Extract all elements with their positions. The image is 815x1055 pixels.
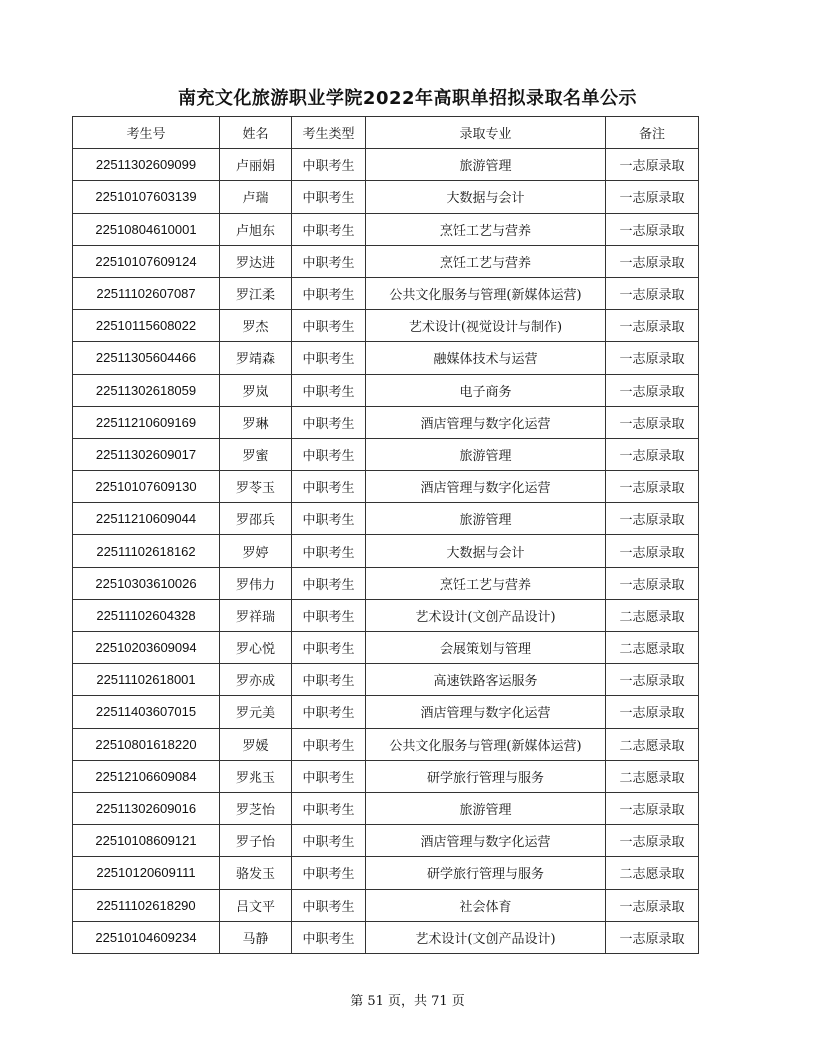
table-row [73, 438, 699, 470]
page-title: 南充文化旅游职业学院2022年高职单招拟录取名单公示 [177, 88, 638, 109]
name-cell: 罗伟力 [220, 567, 292, 599]
name-cell: 罗苓玉 [220, 471, 292, 503]
candidate-type-cell: 中职考生 [292, 825, 366, 857]
candidate-type-cell: 中职考生 [292, 181, 366, 213]
exam-number-cell: 22511210609169 [73, 406, 220, 438]
name-cell: 罗子怡 [220, 825, 292, 857]
exam-number-cell: 22512106609084 [73, 760, 220, 792]
table-row [73, 181, 699, 213]
exam-number-cell: 22511102618001 [73, 664, 220, 696]
exam-number-cell: 22510107609124 [73, 245, 220, 277]
remark-cell: 一志原录取 [606, 342, 699, 374]
name-cell: 吕文平 [220, 889, 292, 921]
name-cell: 卢旭东 [220, 213, 292, 245]
exam-number-cell: 22510107603139 [73, 181, 220, 213]
header-name: 姓名 [220, 117, 292, 149]
major-cell: 艺术设计(视觉设计与制作) [366, 310, 606, 342]
major-cell: 研学旅行管理与服务 [366, 760, 606, 792]
table-row [73, 599, 699, 631]
header-major: 录取专业 [366, 117, 606, 149]
name-cell: 罗蜜 [220, 438, 292, 470]
remark-cell: 一志原录取 [606, 149, 699, 181]
major-cell: 烹饪工艺与营养 [366, 245, 606, 277]
candidate-type-cell: 中职考生 [292, 664, 366, 696]
remark-cell: 一志原录取 [606, 696, 699, 728]
major-cell: 艺术设计(文创产品设计) [366, 599, 606, 631]
table-body [73, 149, 699, 954]
name-cell: 罗靖森 [220, 342, 292, 374]
table-row [73, 374, 699, 406]
remark-cell: 一志原录取 [606, 245, 699, 277]
candidate-type-cell: 中职考生 [292, 406, 366, 438]
table-row [73, 503, 699, 535]
candidate-type-cell: 中职考生 [292, 760, 366, 792]
table-row [73, 310, 699, 342]
major-cell: 旅游管理 [366, 438, 606, 470]
remark-cell: 一志原录取 [606, 438, 699, 470]
name-cell: 骆发玉 [220, 857, 292, 889]
major-cell: 酒店管理与数字化运营 [366, 825, 606, 857]
major-cell: 融媒体技术与运营 [366, 342, 606, 374]
exam-number-cell: 22511210609044 [73, 503, 220, 535]
name-cell: 罗达进 [220, 245, 292, 277]
table-row [73, 567, 699, 599]
major-cell: 酒店管理与数字化运营 [366, 471, 606, 503]
candidate-type-cell: 中职考生 [292, 342, 366, 374]
remark-cell: 一志原录取 [606, 567, 699, 599]
exam-number-cell: 22511102618162 [73, 535, 220, 567]
candidate-type-cell: 中职考生 [292, 921, 366, 953]
admission-table [72, 116, 699, 954]
exam-number-cell: 22511102607087 [73, 277, 220, 309]
major-cell: 大数据与会计 [366, 181, 606, 213]
candidate-type-cell: 中职考生 [292, 245, 366, 277]
major-cell: 旅游管理 [366, 503, 606, 535]
remark-cell: 一志原录取 [606, 825, 699, 857]
table-row [73, 792, 699, 824]
candidate-type-cell: 中职考生 [292, 503, 366, 535]
remark-cell: 二志愿录取 [606, 857, 699, 889]
candidate-type-cell: 中职考生 [292, 567, 366, 599]
candidate-type-cell: 中职考生 [292, 728, 366, 760]
table-row [73, 728, 699, 760]
major-cell: 大数据与会计 [366, 535, 606, 567]
remark-cell: 一志原录取 [606, 471, 699, 503]
major-cell: 社会体育 [366, 889, 606, 921]
exam-number-cell: 22511305604466 [73, 342, 220, 374]
remark-cell: 一志原录取 [606, 310, 699, 342]
remark-cell: 一志原录取 [606, 503, 699, 535]
exam-number-cell: 22510303610026 [73, 567, 220, 599]
candidate-type-cell: 中职考生 [292, 310, 366, 342]
exam-number-cell: 22510203609094 [73, 632, 220, 664]
table-row [73, 149, 699, 181]
candidate-type-cell: 中职考生 [292, 599, 366, 631]
candidate-type-cell: 中职考生 [292, 857, 366, 889]
name-cell: 罗心悦 [220, 632, 292, 664]
exam-number-cell: 22510115608022 [73, 310, 220, 342]
exam-number-cell: 22510120609111 [73, 857, 220, 889]
candidate-type-cell: 中职考生 [292, 889, 366, 921]
remark-cell: 一志原录取 [606, 374, 699, 406]
table-row [73, 213, 699, 245]
major-cell: 旅游管理 [366, 792, 606, 824]
table-row [73, 406, 699, 438]
name-cell: 卢丽娟 [220, 149, 292, 181]
name-cell: 罗岚 [220, 374, 292, 406]
exam-number-cell: 22510107609130 [73, 471, 220, 503]
table-row [73, 245, 699, 277]
table-header-row [73, 117, 699, 149]
candidate-type-cell: 中职考生 [292, 149, 366, 181]
remark-cell: 一志原录取 [606, 889, 699, 921]
table-row [73, 825, 699, 857]
major-cell: 电子商务 [366, 374, 606, 406]
name-cell: 罗杰 [220, 310, 292, 342]
candidate-type-cell: 中职考生 [292, 792, 366, 824]
remark-cell: 二志愿录取 [606, 728, 699, 760]
exam-number-cell: 22511102618290 [73, 889, 220, 921]
table-row [73, 696, 699, 728]
exam-number-cell: 22511302618059 [73, 374, 220, 406]
name-cell: 罗芝怡 [220, 792, 292, 824]
name-cell: 罗邵兵 [220, 503, 292, 535]
header-remark: 备注 [606, 117, 699, 149]
exam-number-cell: 22510801618220 [73, 728, 220, 760]
remark-cell: 二志愿录取 [606, 599, 699, 631]
remark-cell: 一志原录取 [606, 921, 699, 953]
exam-number-cell: 22511302609016 [73, 792, 220, 824]
exam-number-cell: 22511302609099 [73, 149, 220, 181]
exam-number-cell: 22511102604328 [73, 599, 220, 631]
table-row [73, 535, 699, 567]
major-cell: 酒店管理与数字化运营 [366, 696, 606, 728]
table-row [73, 277, 699, 309]
major-cell: 艺术设计(文创产品设计) [366, 921, 606, 953]
remark-cell: 二志愿录取 [606, 760, 699, 792]
name-cell: 罗婷 [220, 535, 292, 567]
table-row [73, 342, 699, 374]
major-cell: 旅游管理 [366, 149, 606, 181]
candidate-type-cell: 中职考生 [292, 696, 366, 728]
name-cell: 马静 [220, 921, 292, 953]
candidate-type-cell: 中职考生 [292, 438, 366, 470]
exam-number-cell: 22511302609017 [73, 438, 220, 470]
major-cell: 烹饪工艺与营养 [366, 213, 606, 245]
remark-cell: 二志愿录取 [606, 632, 699, 664]
table-row [73, 921, 699, 953]
remark-cell: 一志原录取 [606, 664, 699, 696]
name-cell: 罗江柔 [220, 277, 292, 309]
candidate-type-cell: 中职考生 [292, 535, 366, 567]
table-row [73, 471, 699, 503]
major-cell: 烹饪工艺与营养 [366, 567, 606, 599]
name-cell: 罗亦成 [220, 664, 292, 696]
remark-cell: 一志原录取 [606, 213, 699, 245]
remark-cell: 一志原录取 [606, 181, 699, 213]
major-cell: 酒店管理与数字化运营 [366, 406, 606, 438]
remark-cell: 一志原录取 [606, 535, 699, 567]
major-cell: 研学旅行管理与服务 [366, 857, 606, 889]
exam-number-cell: 22510108609121 [73, 825, 220, 857]
major-cell: 公共文化服务与管理(新媒体运营) [366, 728, 606, 760]
exam-number-cell: 22510104609234 [73, 921, 220, 953]
name-cell: 罗祥瑞 [220, 599, 292, 631]
exam-number-cell: 22511403607015 [73, 696, 220, 728]
candidate-type-cell: 中职考生 [292, 632, 366, 664]
name-cell: 卢瑞 [220, 181, 292, 213]
remark-cell: 一志原录取 [606, 277, 699, 309]
candidate-type-cell: 中职考生 [292, 471, 366, 503]
table-row [73, 664, 699, 696]
major-cell: 高速铁路客运服务 [366, 664, 606, 696]
major-cell: 公共文化服务与管理(新媒体运营) [366, 277, 606, 309]
name-cell: 罗媛 [220, 728, 292, 760]
remark-cell: 一志原录取 [606, 406, 699, 438]
candidate-type-cell: 中职考生 [292, 277, 366, 309]
table-row [73, 632, 699, 664]
table-row [73, 857, 699, 889]
header-candidate-type: 考生类型 [292, 117, 366, 149]
header-exam-number: 考生号 [73, 117, 220, 149]
remark-cell: 一志原录取 [606, 792, 699, 824]
candidate-type-cell: 中职考生 [292, 213, 366, 245]
name-cell: 罗琳 [220, 406, 292, 438]
page-number: 第 51 页，共 71 页 [350, 994, 465, 1009]
table-row [73, 889, 699, 921]
name-cell: 罗兆玉 [220, 760, 292, 792]
exam-number-cell: 22510804610001 [73, 213, 220, 245]
major-cell: 会展策划与管理 [366, 632, 606, 664]
table-row [73, 760, 699, 792]
candidate-type-cell: 中职考生 [292, 374, 366, 406]
name-cell: 罗元美 [220, 696, 292, 728]
